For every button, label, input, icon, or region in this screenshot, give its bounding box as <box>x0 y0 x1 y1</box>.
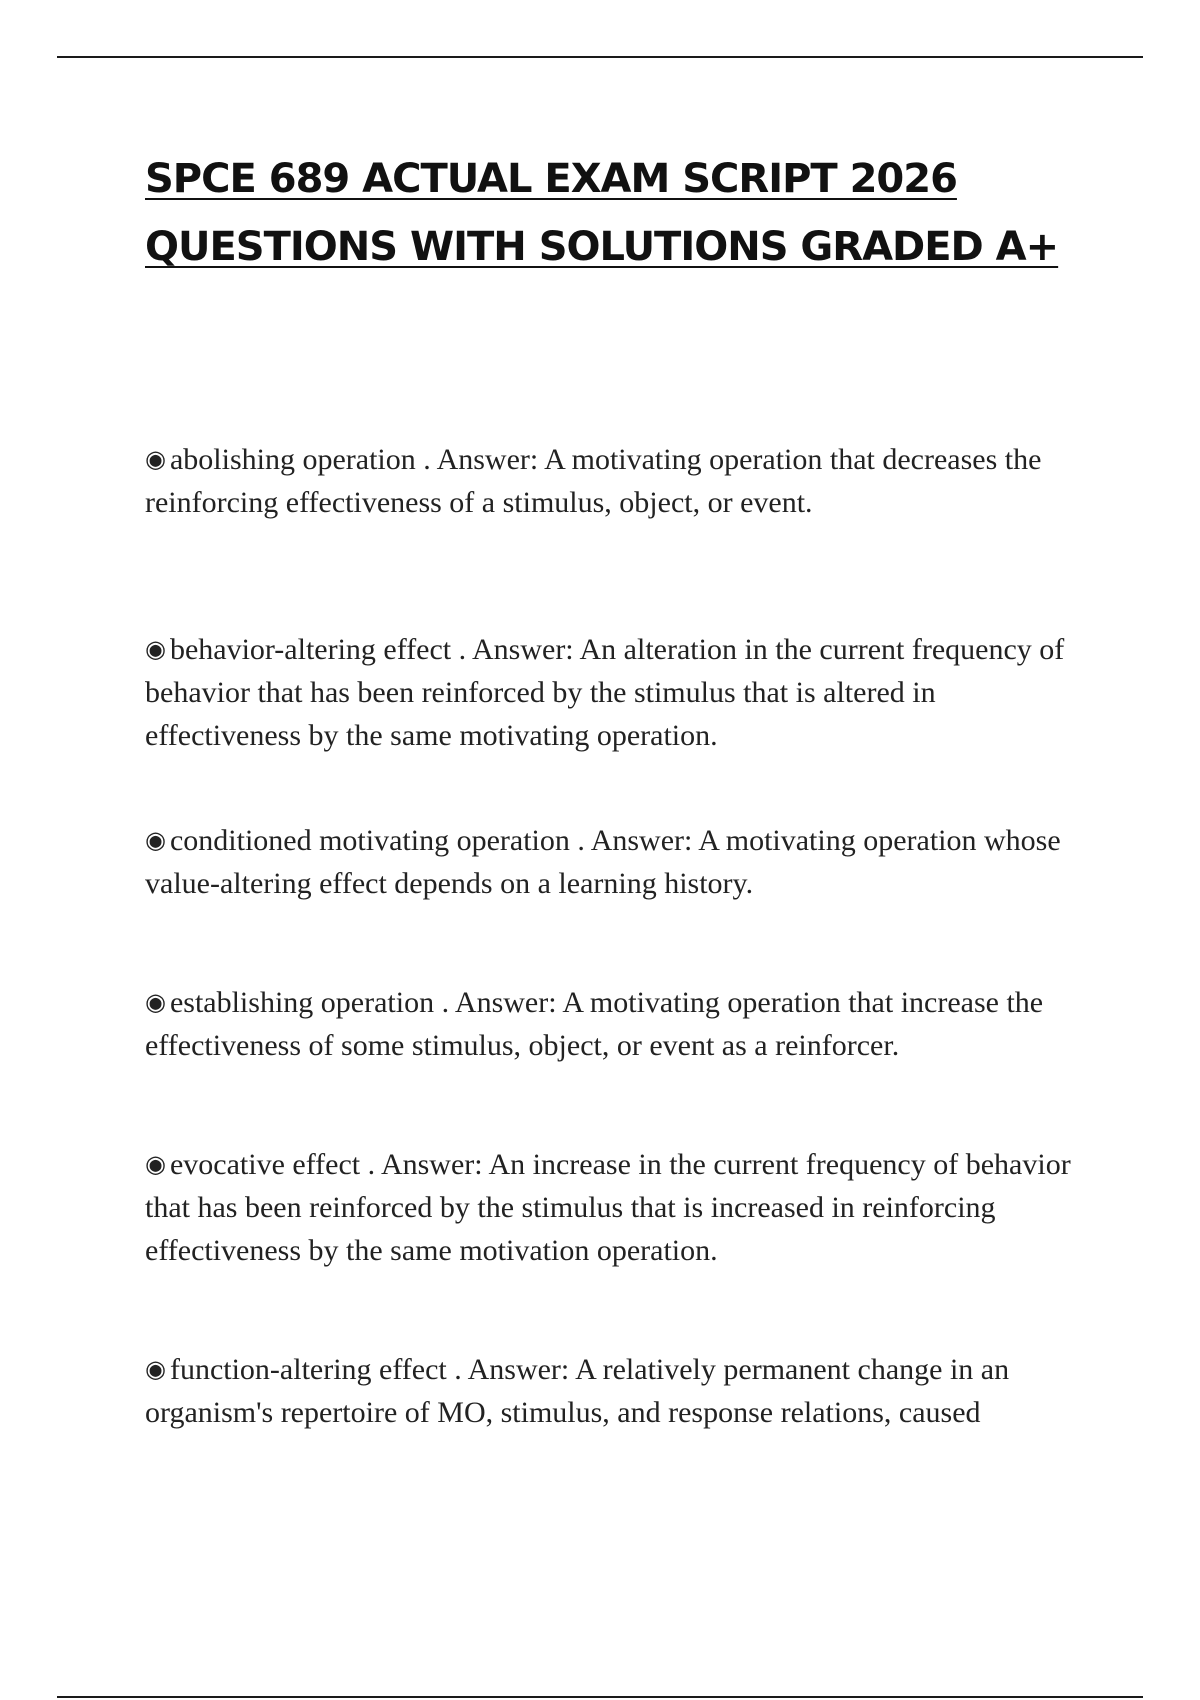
radio-bullet-icon: ◉ <box>145 445 166 473</box>
radio-bullet-icon: ◉ <box>145 1150 166 1178</box>
entry-answer: A motivating operation that decreases the reinforcing effectiveness of a stimulus, object, or event. <box>145 443 1042 519</box>
radio-bullet-icon: ◉ <box>145 1355 166 1383</box>
qa-entry <box>145 819 1085 905</box>
entry-separator: . Answer: <box>360 1148 489 1181</box>
qa-list <box>145 438 1085 1434</box>
entry-separator: . Answer: <box>446 1353 576 1386</box>
bottom-rule <box>57 1696 1143 1698</box>
qa-entry <box>145 628 1085 757</box>
entry-answer: A motivating operation that increase the effectiveness of some stimulus, object, or event as a reinforcer. <box>145 986 1044 1062</box>
entry-separator: . Answer: <box>451 633 580 666</box>
radio-bullet-icon: ◉ <box>145 988 166 1016</box>
entry-term: establishing operation <box>169 986 435 1019</box>
entry-separator: . Answer: <box>434 986 563 1019</box>
qa-entry <box>145 1143 1085 1272</box>
title-line-2: QUESTIONS WITH SOLUTIONS GRADED A+ <box>145 224 1059 270</box>
entry-separator: . Answer: <box>569 824 699 857</box>
qa-entry <box>145 1348 1085 1434</box>
qa-entry <box>145 438 1085 524</box>
entry-term: behavior-altering effect <box>169 633 452 666</box>
entry-answer: An alteration in the current frequency of behavior that has been reinforced by the stimulus that is altered in effectiveness by the same motivating operation. <box>145 633 1065 752</box>
entry-answer: A motivating operation whose value-altering effect depends on a learning history. <box>145 824 1061 900</box>
page-title <box>145 145 1105 281</box>
entry-term: evocative effect <box>169 1148 361 1181</box>
entry-term: abolishing operation <box>169 443 416 476</box>
radio-bullet-icon: ◉ <box>145 635 166 663</box>
entry-answer: A relatively permanent change in an organism's repertoire of MO, stimulus, and response relations, caused <box>145 1353 1010 1429</box>
title-line-1: SPCE 689 ACTUAL EXAM SCRIPT 2026 <box>145 156 957 202</box>
qa-entry <box>145 981 1085 1067</box>
top-rule <box>57 56 1143 58</box>
entry-term: function-altering effect <box>169 1353 447 1386</box>
entry-term: conditioned motivating operation <box>169 824 570 857</box>
entry-answer: An increase in the current frequency of behavior that has been reinforced by the stimulus that is increased in reinforcing effectiveness by the same motivation operation. <box>145 1148 1071 1267</box>
entry-separator: . Answer: <box>415 443 545 476</box>
radio-bullet-icon: ◉ <box>145 826 166 854</box>
